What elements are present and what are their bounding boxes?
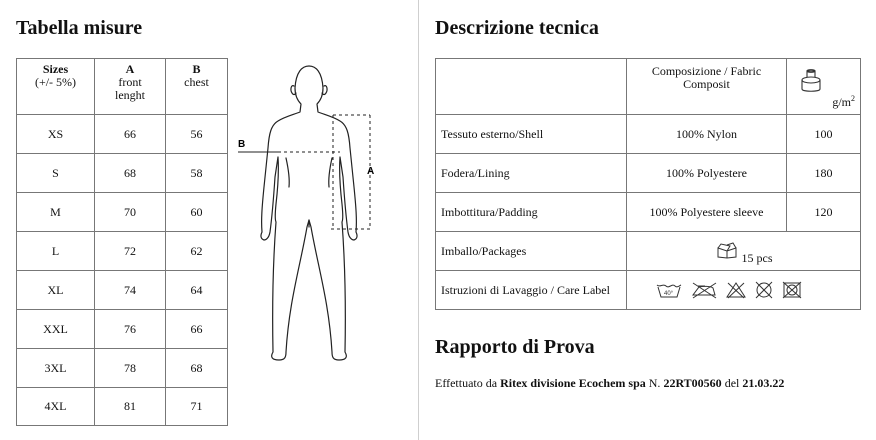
- column-divider: [418, 0, 419, 440]
- size-cell: S: [17, 154, 95, 193]
- gsm-unit-label: g/m: [832, 95, 851, 109]
- col-a-line1: front: [118, 75, 142, 89]
- sizes-header: [17, 59, 95, 115]
- packages-label: Imballo/Packages: [436, 232, 627, 271]
- label-a: A: [367, 166, 375, 177]
- report-number: 22RT00560: [663, 376, 722, 390]
- wash-temp: 40°: [664, 291, 674, 297]
- tolerance-label: (+/- 5%): [34, 75, 77, 89]
- size-cell: XL: [17, 271, 95, 310]
- gsm-unit: [832, 94, 855, 110]
- packages-row: [436, 232, 861, 271]
- care-symbols: [627, 271, 861, 310]
- size-cell: L: [17, 232, 95, 271]
- gsm-cell: 180: [787, 154, 861, 193]
- tech-header-blank: [436, 59, 627, 115]
- table-row: [17, 193, 228, 232]
- report-date: 21.03.22: [742, 376, 785, 390]
- a-cell: 70: [95, 193, 166, 232]
- table-row: [17, 271, 228, 310]
- report-title: Rapporto di Prova: [435, 336, 595, 358]
- report-prefix: Effettuato da: [435, 376, 498, 390]
- b-cell: 58: [166, 154, 228, 193]
- tech-header: [436, 59, 861, 115]
- table-row: [436, 154, 861, 193]
- wash-40-icon: [655, 281, 683, 299]
- packages-value: 15 pcs: [741, 251, 773, 265]
- gsm-header: [787, 59, 861, 115]
- b-cell: 66: [166, 310, 228, 349]
- no-dry-clean-icon: [753, 281, 775, 299]
- table-row: [17, 310, 228, 349]
- a-cell: 76: [95, 310, 166, 349]
- report-text: [435, 376, 784, 391]
- table-row: [436, 193, 861, 232]
- size-cell: XS: [17, 115, 95, 154]
- b-cell: 56: [166, 115, 228, 154]
- label-b: B: [238, 139, 246, 150]
- care-row: [436, 271, 861, 310]
- table-row: [17, 232, 228, 271]
- material-label: Tessuto esterno/Shell: [436, 115, 627, 154]
- size-cell: 4XL: [17, 388, 95, 426]
- report-date-prefix: del: [724, 376, 740, 390]
- a-cell: 74: [95, 271, 166, 310]
- tech-table: [435, 58, 861, 310]
- composition-cell: 100% Polyestere sleeve: [627, 193, 787, 232]
- col-b-line1: chest: [184, 75, 209, 89]
- col-a-letter: A: [125, 62, 135, 76]
- table-row: [17, 349, 228, 388]
- body-outline: [261, 66, 357, 360]
- body-measurement-figure: [234, 62, 384, 372]
- no-iron-icon: [689, 281, 719, 299]
- gsm-cell: 120: [787, 193, 861, 232]
- size-cell: XXL: [17, 310, 95, 349]
- report-lab: Ritex divisione Ecochem spa: [500, 376, 646, 390]
- b-cell: 71: [166, 388, 228, 426]
- no-tumble-dry-icon: [781, 281, 803, 299]
- gsm-unit-sup: 2: [851, 94, 855, 103]
- b-cell: 68: [166, 349, 228, 388]
- table-row: [17, 154, 228, 193]
- table-row: [17, 115, 228, 154]
- composition-header-line1: Composizione / Fabric: [651, 64, 762, 78]
- report-number-prefix: N.: [648, 376, 661, 390]
- size-cell: 3XL: [17, 349, 95, 388]
- front-length-measure-line: [331, 115, 370, 229]
- b-cell: 60: [166, 193, 228, 232]
- col-b-letter: B: [192, 62, 201, 76]
- a-cell: 72: [95, 232, 166, 271]
- composition-header-line2: Composit: [683, 77, 730, 91]
- size-table: [16, 58, 228, 426]
- col-a-line2: lenght: [115, 88, 145, 102]
- col-a-header: [95, 59, 166, 115]
- a-cell: 78: [95, 349, 166, 388]
- size-table-title: Tabella misure: [16, 17, 143, 39]
- no-bleach-icon: [725, 281, 747, 299]
- b-cell: 62: [166, 232, 228, 271]
- composition-cell: 100% Polyestere: [627, 154, 787, 193]
- gsm-cell: 100: [787, 115, 861, 154]
- size-table-header: [17, 59, 228, 115]
- table-row: [17, 388, 228, 426]
- tech-title: Descrizione tecnica: [435, 17, 599, 39]
- sizes-header-label: Sizes: [42, 62, 69, 76]
- b-cell: 64: [166, 271, 228, 310]
- material-label: Fodera/Lining: [436, 154, 627, 193]
- a-cell: 68: [95, 154, 166, 193]
- a-cell: 81: [95, 388, 166, 426]
- composition-header: [627, 59, 787, 115]
- size-cell: M: [17, 193, 95, 232]
- col-b-header: [166, 59, 228, 115]
- box-icon: [715, 241, 739, 259]
- packages-cell: [627, 232, 861, 271]
- weight-scale-icon: [797, 65, 825, 95]
- a-cell: 66: [95, 115, 166, 154]
- composition-cell: 100% Nylon: [627, 115, 787, 154]
- table-row: [436, 115, 861, 154]
- care-label: Istruzioni di Lavaggio / Care Label: [436, 271, 627, 310]
- material-label: Imbottitura/Padding: [436, 193, 627, 232]
